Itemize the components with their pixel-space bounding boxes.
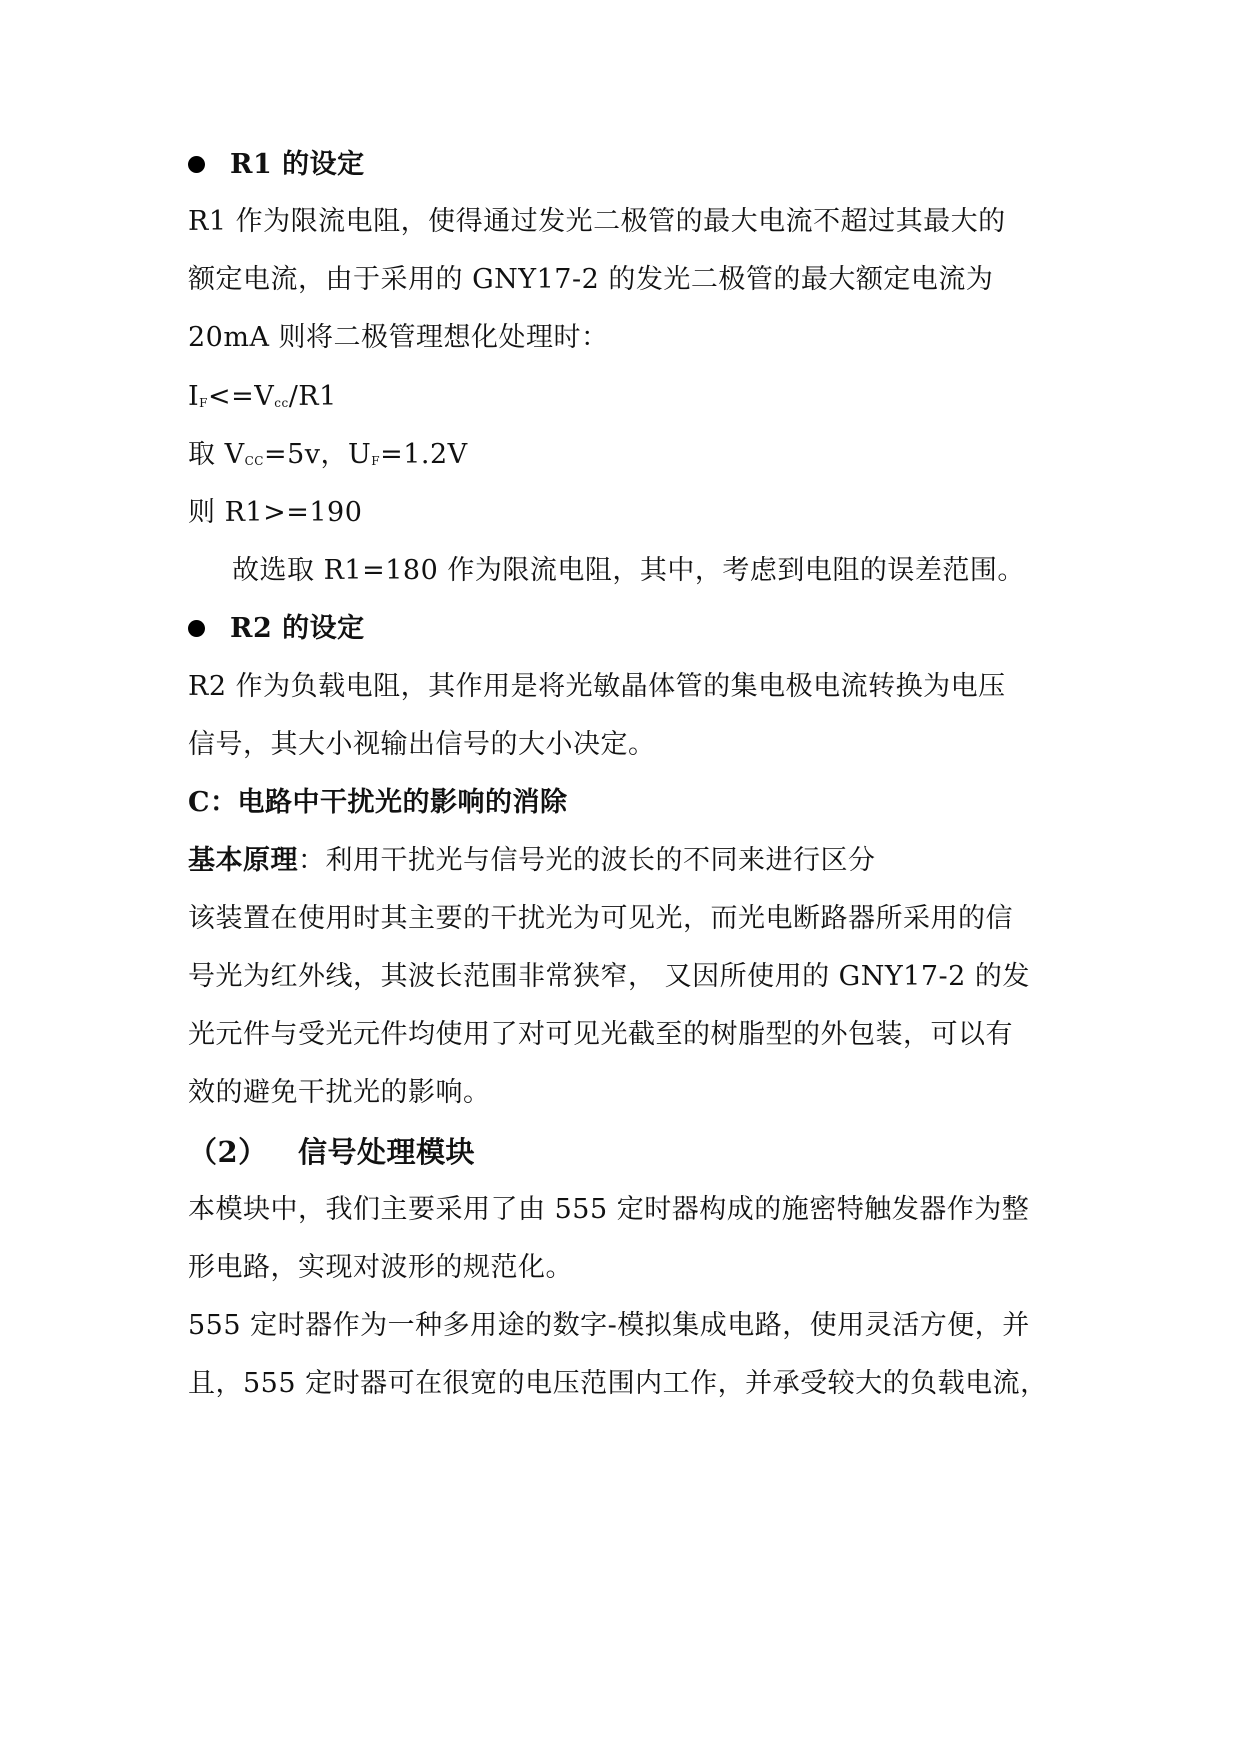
timer-para-line-1: 555 定时器作为一种多用途的数字-模拟集成电路，使用灵活方便，并: [188, 1310, 1030, 1341]
principle-text: ：利用干扰光与信号光的波长的不同来进行区分: [298, 845, 876, 876]
bullet-icon: [188, 156, 205, 173]
r1-para-line-3: 20mA 则将二极管理想化处理时：: [188, 322, 609, 353]
device-para-line-3: 光元件与受光元件均使用了对可见光截至的树脂型的外包装，可以有: [188, 1019, 1013, 1050]
principle-label: 基本原理: [188, 845, 298, 876]
r1-heading: R1 的设定: [230, 149, 365, 180]
r1-heading-row: [188, 145, 1068, 185]
r2-heading-row: [188, 609, 1068, 649]
r2-heading: R2 的设定: [230, 613, 365, 644]
principle-line: [188, 841, 1068, 881]
module-para-line-1: 本模块中，我们主要采用了由 555 定时器构成的施密特触发器作为整: [188, 1194, 1030, 1225]
timer-para-line-2: 且，555 定时器可在很宽的电压范围内工作，并承受较大的负载电流，: [188, 1368, 1048, 1399]
r1-para-line-1: R1 作为限流电阻，使得通过发光二极管的最大电流不超过其最大的: [188, 206, 1006, 237]
r2-para-line-1: R2 作为负载电阻，其作用是将光敏晶体管的集电极电流转换为电压: [188, 671, 1006, 702]
bullet-icon: [188, 620, 205, 637]
module-number: （2）: [188, 1135, 268, 1169]
module-heading: [188, 1132, 1068, 1172]
c-heading: C：电路中干扰光的影响的消除: [188, 787, 568, 818]
module-para-line-2: 形电路，实现对波形的规范化。: [188, 1252, 573, 1283]
formula-result: 则 R1>=190: [188, 497, 363, 528]
r2-para-line-2: 信号，其大小视输出信号的大小决定。: [188, 729, 656, 760]
device-para-line-4: 效的避免干扰光的影响。: [188, 1077, 491, 1108]
formula-values: 取 $V_{CC}=5v$，$U_F=1.2V$: [188, 439, 468, 470]
device-para-line-2: 号光为红外线，其波长范围非常狭窄， 又因所使用的 GNY17-2 的发: [188, 961, 1030, 992]
device-para-line-1: 该装置在使用时其主要的干扰光为可见光，而光电断路器所采用的信: [188, 903, 1013, 934]
r1-para-line-2: 额定电流，由于采用的 GNY17-2 的发光二极管的最大额定电流为: [188, 264, 994, 295]
r1-conclusion: 故选取 R1=180 作为限流电阻，其中，考虑到电阻的误差范围。: [232, 555, 1025, 586]
formula-current-limit: $I_F<=V_{cc}/R1$: [188, 381, 337, 412]
module-title: 信号处理模块: [298, 1135, 476, 1169]
